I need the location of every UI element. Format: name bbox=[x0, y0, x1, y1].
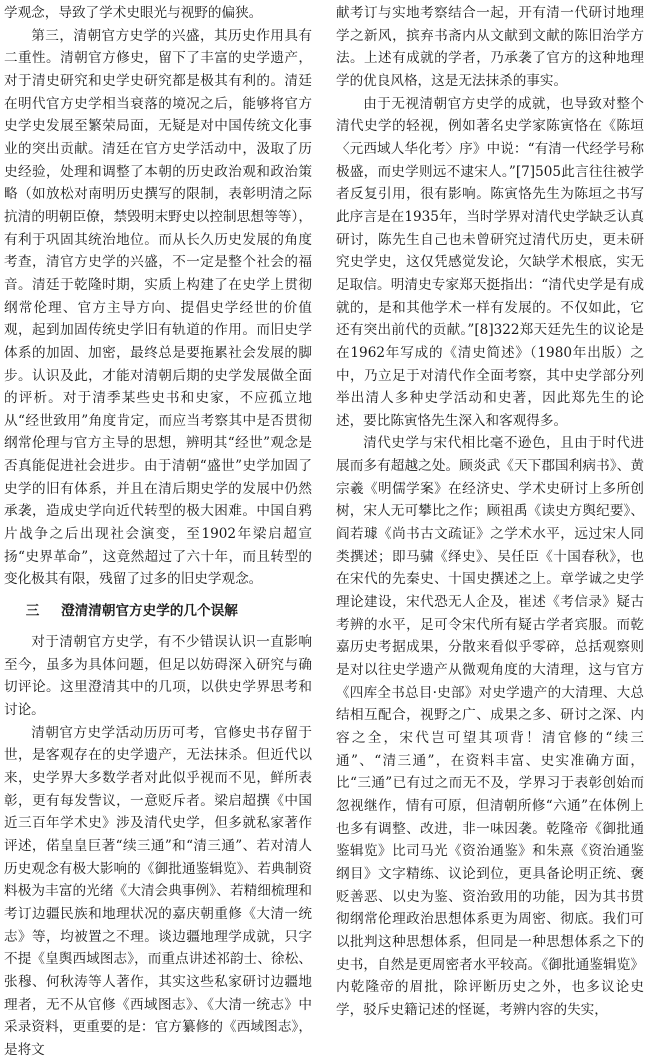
paragraph-chen-yinke: 由于无视清朝官方史学的成就，也导致对整个清代史学的轻视，例如著名史学家陈寅恪在《陈垣〈元西域人华化考〉序》中说：“有清一代经学号称极盛，而史学则远不逮宋人。”[7]505此言往往被学者反复引用，很有影响。陈寅恪先生为陈垣之书写此序言是在1935年，当时学界对清代史学缺乏认真研讨，陈先生自己也未曾研究过清代历史，更未研究史学史，这仅凭感觉发论，欠缺学术根底，实无足取信。明清史专家郑天挺指出：“清代史学是有成就的，是和其他学术一样有发展的。不仅如此，它还有突出前代的贡献。”[8]322郑天廷先生的议论是在1962年写成的《清史简述》（1980年出版）之中，乃立足于对清代作全面考察，其中史学部分列举出清人多种史学活动和史著，因此郑先生的论述，要比陈寅恪先生深入和客观得多。 bbox=[336, 95, 644, 429]
paragraph-official-history: 清朝官方史学活动历历可考，官修史书存留于世，是客观存在的史学遗产，无法抹杀。但近代以来，史学界大多数学者对此似乎视而不见，鲜所表彰，更有每发訾议，一意贬斥者。梁启超撰《中国近三百年学术史》涉及清代史学，但多就私家著作评述，偌皇皇巨著“续三通”和“清三通”、若对清人历史观念有极大影响的《御批通鉴辑览》、若典制资料极为丰富的光绪《大清会典事例》、若精细梳理和考订边疆民族和地理状况的嘉庆朝重修《大清一统志》等，均被置之不理。谈边疆地理学成就，只字不提《皇舆西域图志》，而重点讲述祁韵士、徐松、张穆、何秋涛等人著作，其实这些私家研讨边疆地理者，无不从官修《西域图志》、《大清一统志》中采录资料，更重要的是：官方纂修的《西域图志》，是将文 bbox=[4, 724, 312, 1058]
paragraph-continued: 献考订与实地考察结合一起，开有清一代研讨地理学之新风，摈弃书斋内从文献到文献的陈旧治学方法。上述有成就的学者，乃承袭了官方的这种地理学的优良风格，这是无法抹杀的事实。 bbox=[336, 5, 644, 89]
left-column bbox=[4, 2, 312, 1062]
section-title: 澄清清朝官方史学的几个误解 bbox=[61, 603, 238, 620]
right-column bbox=[336, 2, 644, 1022]
paragraph-intro: 对于清朝官方史学，有不少错误认识一直影响至今，虽多为具体问题，但足以妨碍深入研究与确切评论。这里澄清其中的几项，以供史学界思考和讨论。 bbox=[4, 634, 312, 719]
paragraph-third-point: 第三，清朝官方史学的兴盛，其历史作用具有二重性。清朝官方修史，留下了丰富的史学遗产，对于清史研究和史学史研究都是极其有利的。清廷在明代官方史学相当衰落的境况之后，能够将官方史学史发展至繁荣局面，无疑是对中国传统文化事业的突出贡献。清廷在官方史学活动中，汲取了历史经验，处理和调整了本朝的历史政治观和政治策略（如放松对南明历史撰写的限制，表彰明清之际抗清的明朝臣僚，禁毁明末野史以控制思想等等），有利于巩固其统治地位。而从长久历史发展的角度考查，清官方史学的兴盛，不一定是整个社会的福音。清廷于乾隆时期，实质上构建了在史学上贯彻纲常伦理、官方主导方向、提倡史学经世的价值观，起到加固传统史学旧有轨道的作用。而旧史学体系的加固、加密，最终总是要拖累社会发展的脚步。认识及此，才能对清朝后期的史学发展做全面的评析。对于清季某些史书和史家，不应孤立地从“经世致用”角度肯定，而应当考察其中是否贯彻纲常伦理与官方主导的思想，辨明其“经世”观念是否真能促进社会进步。由于清朝“盛世”史学加固了史学的旧有体系，并且在清后期史学的发展中仍然承袭，造成史学向近代转型的极大困难。中国自鸦片战争之后出现社会演变，至1902年梁启超宣扬“史界革命”，这竟然超过了六十年，而且转型的变化极其有限，残留了过多的旧史学观念。 bbox=[4, 27, 312, 588]
section-number: 三 bbox=[25, 603, 40, 620]
paragraph-continued: 学观念，导致了学术史眼光与视野的偏狭。 bbox=[4, 5, 263, 21]
section-heading bbox=[4, 600, 312, 622]
paragraph-qing-vs-song: 清代史学与宋代相比毫不逊色，且由于时代进展而多有超越之处。顾炎武《天下郡国利病书》、黄宗羲《明儒学案》在经济史、学术史研讨上多所创树，宋人无可攀比之作；顾祖禹《读史方舆纪要》、阎若璩《尚书古文疏证》之学术水平，远过宋人同类撰述；即马骕《绎史》、吴任臣《十国春秋》，也在宋代的先秦史、十国史撰述之上。章学诚之史学理论建设，宋代恐无人企及，崔述《考信录》疑古考辨的水平，足可令宋代所有疑古学者宾服。而乾嘉历史考据成果，分散来看似乎零碎，总括观察则是对以往史学遗产从微观角度的大清理，这与官方《四库全书总目·史部》对史学遗产的大清理、大总结相互配合，视野之广、成果之多、研讨之深、内容之全，宋代岂可望其项背！清官修的“续三通”、“清三通”，在资料丰富、史实准确方面，比“三通”已有过之而无不及，学界习于表彰创始而忽视继作，情有可原，但清朝所修“六通”在体例上也多有调整、改进，非一味因袭。乾隆帝《御批通鉴辑览》比司马光《资治通鉴》和朱熹《资治通鉴纲目》文字精练、议论到位，更具备论明正统、褒贬善恶、以史为鉴、资治致用的功能，因为其书贯彻纲常伦理政治思想体系更为周密、彻底。我们可以批判这种思想体系，但同是一种思想体系之下的史书，自然是更周密者水平较高。《御批通鉴辑览》内乾隆帝的眉批，除评断历史之外，也多议论史学，驳斥史籍记述的怪诞，考辨内容的失实， bbox=[336, 435, 644, 1018]
